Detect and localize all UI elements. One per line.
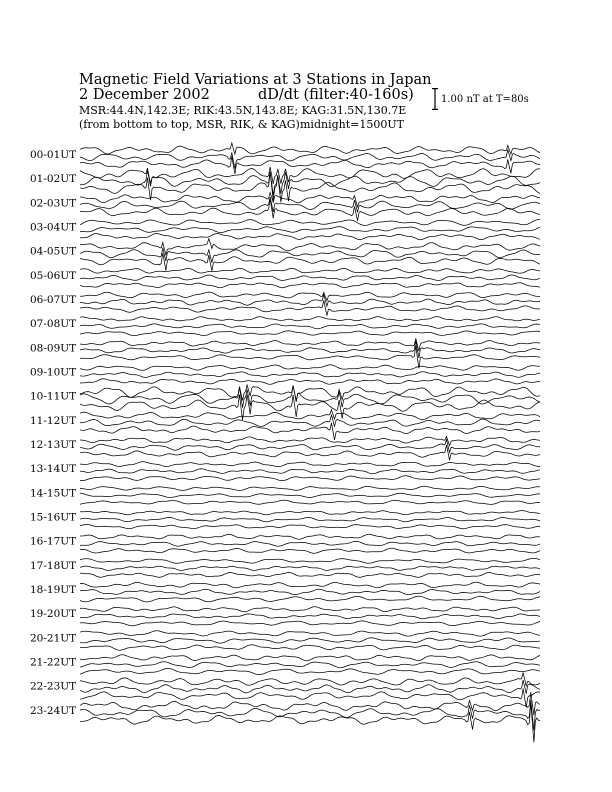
trace-rik <box>80 614 540 619</box>
trace-msr <box>80 645 540 650</box>
trace-msr <box>80 199 540 221</box>
trace-msr <box>80 156 540 174</box>
trace-rik <box>80 638 540 643</box>
midnight-note: midnight=1500UT <box>300 118 404 131</box>
row-label: 23-24UT <box>30 704 77 717</box>
trace-kag <box>80 511 540 515</box>
trace-rik <box>80 324 540 329</box>
trace-kag <box>80 486 540 490</box>
trace-rik <box>80 469 540 474</box>
row-label: 08-09UT <box>30 342 77 355</box>
row-label: 19-20UT <box>30 608 77 621</box>
trace-kag <box>80 582 540 587</box>
row-label: 01-02UT <box>30 173 77 186</box>
row-label: 15-16UT <box>30 511 77 524</box>
trace-msr <box>80 500 540 504</box>
row-label: 06-07UT <box>30 294 77 307</box>
trace-msr <box>80 621 540 626</box>
trace-rik <box>80 295 540 307</box>
row-label: 07-08UT <box>30 318 77 331</box>
trace-msr <box>80 703 540 743</box>
trace-msr <box>80 596 540 602</box>
row-label: 18-19UT <box>30 584 77 597</box>
trace-kag <box>80 143 540 154</box>
trace-kag <box>80 317 540 321</box>
trace-kag <box>80 167 540 184</box>
trace-msr <box>80 476 540 481</box>
trace-kag <box>80 365 540 371</box>
trace-kag <box>80 338 540 351</box>
row-label: 22-23UT <box>30 680 77 693</box>
trace-kag <box>80 631 540 636</box>
row-label: 02-03UT <box>30 197 77 210</box>
station-order-note: (from bottom to top, MSR, RIK, & KAG) <box>79 118 300 131</box>
trace-msr <box>80 283 540 288</box>
row-label: 14-15UT <box>30 487 77 500</box>
trace-rik <box>80 493 540 497</box>
trace-msr <box>80 395 540 421</box>
trace-rik <box>80 566 540 570</box>
trace-msr <box>80 423 540 440</box>
trace-rik <box>80 197 540 212</box>
chart-mode: dD/dt (filter:40-160s) <box>258 87 414 103</box>
trace-msr <box>80 573 540 578</box>
trace-rik <box>80 275 540 281</box>
row-label: 09-10UT <box>30 366 77 379</box>
row-label: 10-11UT <box>30 390 77 403</box>
trace-msr <box>80 548 540 553</box>
trace-kag <box>80 534 540 539</box>
trace-msr <box>80 379 540 385</box>
station-coordinates: MSR:44.4N,142.3E; RIK:43.5N,143.8E; KAG:31.5N,130.7E <box>79 104 407 117</box>
trace-kag <box>80 655 540 661</box>
row-label: 00-01UT <box>30 149 77 161</box>
trace-kag <box>80 673 540 686</box>
trace-rik <box>80 440 540 453</box>
trace-kag <box>80 410 540 420</box>
trace-rik <box>80 541 540 546</box>
row-label: 11-12UT <box>30 414 77 427</box>
row-label: 12-13UT <box>30 439 77 452</box>
trace-kag <box>80 462 540 467</box>
trace-kag <box>80 268 540 273</box>
trace-kag <box>80 292 540 301</box>
trace-rik <box>80 589 540 594</box>
trace-kag <box>80 220 540 226</box>
row-label: 05-06UT <box>30 269 77 282</box>
trace-kag <box>80 385 540 400</box>
trace-rik <box>80 372 540 378</box>
trace-rik <box>80 227 540 233</box>
trace-kag <box>80 607 540 612</box>
chart-date: 2 December 2002 <box>79 87 210 103</box>
row-label: 17-18UT <box>30 559 77 572</box>
trace-rik <box>80 415 540 427</box>
trace-msr <box>80 668 540 674</box>
chart-title: Magnetic Field Variations at 3 Stations in Japan <box>79 72 432 88</box>
scale-label: 1.00 nT at T=80s <box>441 94 529 105</box>
trace-rik <box>80 517 540 521</box>
row-label: 03-04UT <box>30 221 77 234</box>
trace-msr <box>80 331 540 336</box>
trace-msr <box>80 524 540 528</box>
row-label: 16-17UT <box>30 535 77 548</box>
trace-kag <box>80 436 540 445</box>
trace-msr <box>80 346 540 369</box>
row-label: 21-22UT <box>30 656 77 669</box>
row-label: 04-05UT <box>30 245 77 258</box>
row-label: 20-21UT <box>30 632 77 645</box>
trace-kag <box>80 558 540 563</box>
row-label: 13-14UT <box>30 463 77 476</box>
trace-rik <box>80 662 540 668</box>
trace-msr <box>80 234 540 240</box>
